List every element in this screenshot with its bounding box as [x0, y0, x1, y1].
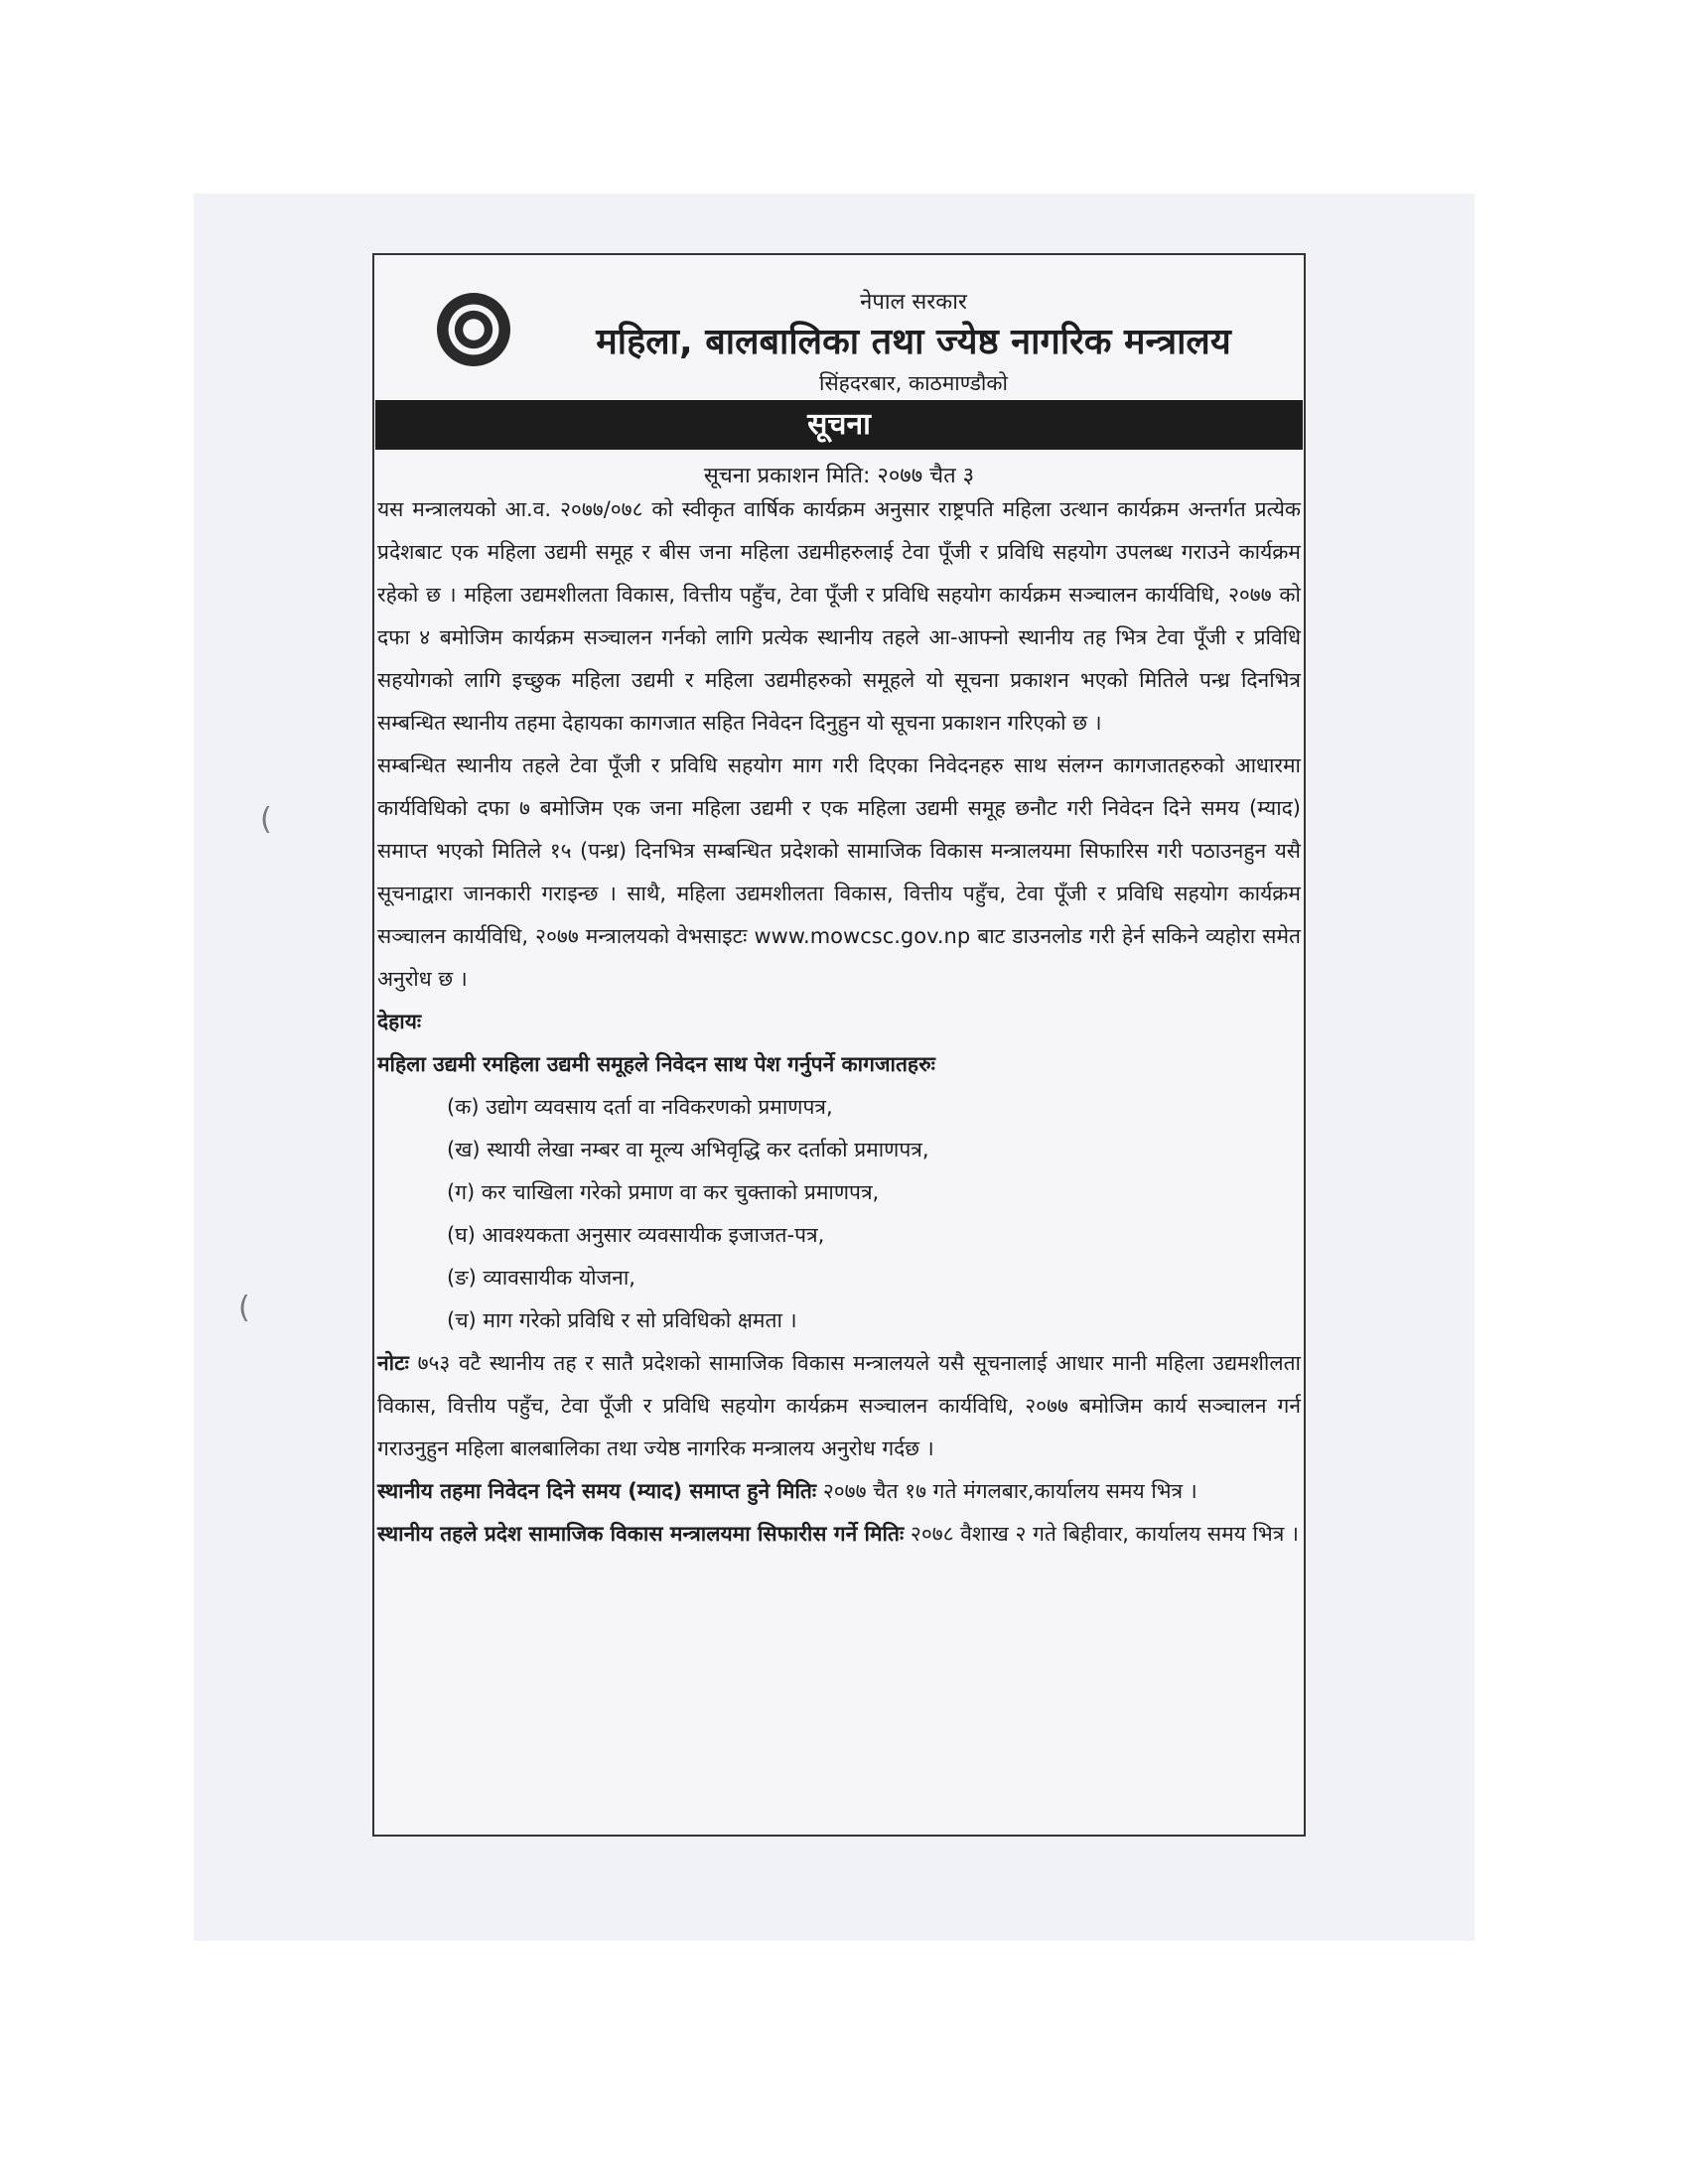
documents-heading: महिला उद्यमी रमहिला उद्यमी समूहले निवेदन साथ पेश गर्नुपर्ने कागजातहरुः	[377, 1052, 935, 1076]
list-item: (ङ) व्यावसायीक योजना,	[447, 1266, 635, 1290]
list-item: (ख) स्थायी लेखा नम्बर वा मूल्य अभिवृद्धि कर दर्ताको प्रमाणपत्र,	[447, 1138, 929, 1161]
paragraph-1: यस मन्त्रालयको आ.व. २०७७/०७८ को स्वीकृत वार्षिक कार्यक्रम अनुसार राष्ट्रपति महिला उत्थान कार्यक्रम अन्तर्गत प्रत्येक प्रदेशबाट एक महिला उद्यमी समूह र बीस जना महिला उद्यमीहरुलाई टेवा पूँजी र प्रविधि सहयोग उपलब्ध गराउने कार्यक्रम रहेको छ । महिला उद्यमशीलता विकास, वित्तीय पहुँच, टेवा पूँजी र प्रविधि सहयोग कार्यक्रम सञ्चालन कार्यविधि, २०७७ को दफा ४ बमोजिम कार्यक्रम सञ्चालन गर्नको लागि प्रत्येक स्थानीय तहले आ-आफ्नो स्थानीय तह भित्र टेवा पूँजी र प्रविधि सहयोगको लागि इच्छुक महिला उद्यमी र महिला उद्यमीहरुको समूहले यो सूचना प्रकाशन भएको मितिले पन्ध्र दिनभित्र सम्बन्धित स्थानीय तहमा देहायका कागजात सहित निवेदन दिनुहुन यो सूचना प्रकाशन गरिएको छ ।	[377, 497, 1301, 735]
deadline-1	[377, 1470, 1301, 1513]
ministry-name: महिला, बालबालिका तथा ज्येष्ठ नागरिक मन्त्रालय	[596, 322, 1231, 362]
publish-date: सूचना प्रकाशन मिति: २०७७ चैत ३	[703, 464, 975, 488]
list-item: (क) उद्योग व्यवसाय दर्ता वा नविकरणको प्रमाणपत्र,	[447, 1095, 833, 1119]
list-item: (ग) कर चाखिला गरेको प्रमाण वा कर चुक्ताको प्रमाणपत्र,	[447, 1180, 880, 1204]
list-item: (च) माग गरेको प्रविधि र सो प्रविधिको क्षमता ।	[447, 1308, 797, 1332]
margin-mark: (	[260, 802, 272, 837]
deadline-2-label: स्थानीय तहले प्रदेश सामाजिक विकास मन्त्रालयमा सिफारीस गर्ने मितिः	[377, 1522, 905, 1546]
ministry-address: सिंहदरबार, काठमाण्डौको	[819, 371, 1008, 395]
deadline-1-label: स्थानीय तहमा निवेदन दिने समय (म्याद) समाप्त हुने मितिः	[377, 1479, 817, 1503]
deadline-2	[377, 1513, 1301, 1556]
deadline-1-value: २०७७ चैत १७ गते मंगलबार,कार्यालय समय भित्र ।	[822, 1479, 1197, 1503]
deadline-2-value: २०७८ वैशाख २ गते बिहीवार, कार्यालय समय भित्र ।	[910, 1522, 1299, 1546]
list-item: (घ) आवश्यकता अनुसार व्यवसायीक इजाजत-पत्र,	[447, 1223, 825, 1247]
paragraph-2: सम्बन्धित स्थानीय तहले टेवा पूँजी र प्रविधि सहयोग माग गरी दिएका निवेदनहरु साथ संलग्न कागजातहरुको आधारमा कार्यविधिको दफा ७ बमोजिम एक जना महिला उद्यमी र एक महिला उद्यमी समूह छनौट गरी निवेदन दिने समय (म्याद) समाप्त भएको मितिले १५ (पन्ध्र) दिनभित्र सम्बन्धित प्रदेशको सामाजिक विकास मन्त्रालयमा सिफारिस गरी पठाउनहुन यसै सूचनाद्वारा जानकारी गराइन्छ । साथै, महिला उद्यमशीलता विकास, वित्तीय पहुँच, टेवा पूँजी र प्रविधि सहयोग कार्यक्रम सञ्चालन कार्यविधि, २०७७ मन्त्रालयको वेभसाइटः www.mowcsc.gov.np बाट डाउनलोड गरी हेर्न सकिने व्यहोरा समेत अनुरोध छ ।	[377, 753, 1301, 991]
government-emblem-icon	[437, 293, 510, 366]
documents-list	[377, 1086, 1301, 1342]
note-text: ७५३ वटै स्थानीय तह र सातै प्रदेशको सामाजिक विकास मन्त्रालयले यसै सूचनालाई आधार मानी महिला उद्यमशीलता विकास, वित्तीय पहुँच, टेवा पूँजी र प्रविधि सहयोग कार्यक्रम सञ्चालन कार्यविधि, २०७७ बमोजिम कार्य सञ्चालन गर्न गराउनुहुन महिला बालबालिका तथा ज्येष्ठ नागरिक मन्त्रालय अनुरोध गर्दछ ।	[377, 1351, 1301, 1460]
notice-banner: सूचना	[375, 400, 1303, 450]
margin-mark: (	[238, 1291, 250, 1325]
note	[377, 1342, 1301, 1470]
notice-body	[377, 488, 1301, 1556]
government-name: नेपाल सरकार	[860, 290, 967, 315]
note-label: नोटः	[377, 1351, 409, 1375]
annex-label: देहायः	[377, 1010, 422, 1033]
